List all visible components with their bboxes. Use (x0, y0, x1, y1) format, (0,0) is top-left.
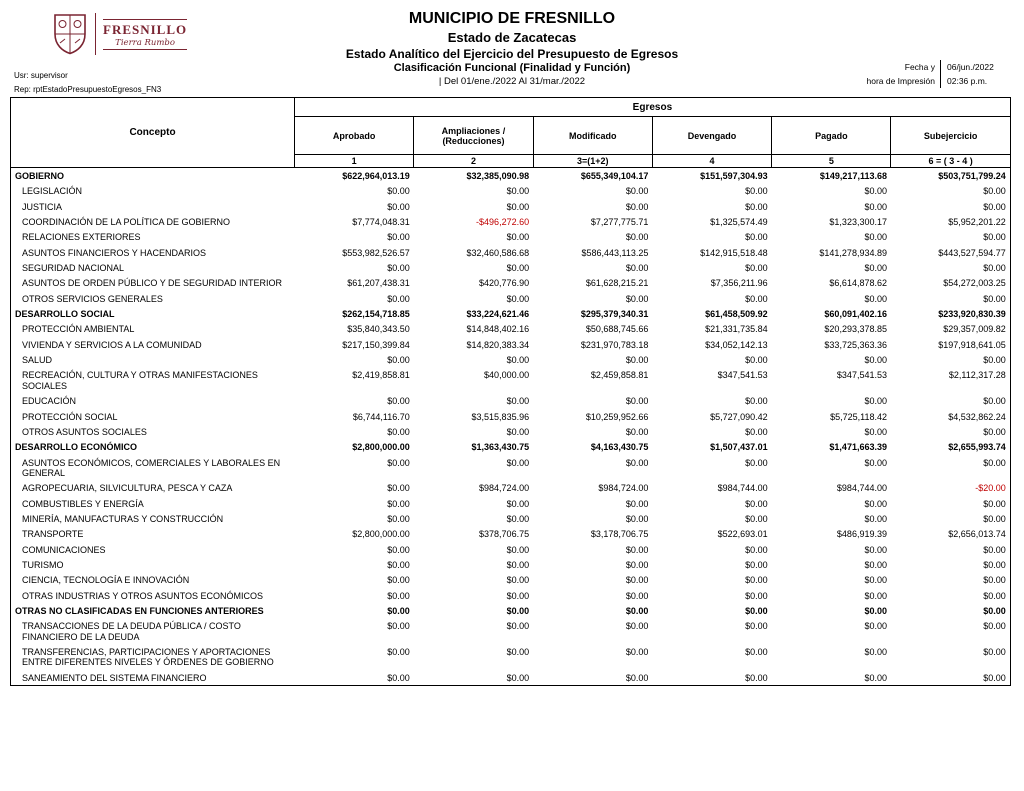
row-label: DESARROLLO SOCIAL (15, 309, 115, 320)
row-value: $141,278,934.89 (819, 247, 887, 258)
row-value: $0.00 (745, 498, 768, 509)
row-value: $0.00 (625, 426, 649, 437)
row-value: $4,532,862.24 (948, 411, 1006, 422)
row-value: $0.00 (864, 559, 887, 570)
row-value: $0.00 (864, 513, 887, 524)
concept-column-header: Concepto (11, 98, 295, 168)
print-time-row (850, 74, 1014, 88)
row-value: $0.00 (387, 672, 410, 683)
row-value: $33,224,621.46 (466, 309, 530, 320)
row-label: RELACIONES EXTERIORES (22, 232, 141, 243)
row-value: $40,000.00 (484, 370, 530, 381)
row-value: -$496,272.60 (476, 217, 530, 228)
row-value: $0.00 (625, 457, 649, 468)
row-value: $0.00 (864, 457, 887, 468)
row-value: $3,515,835.96 (471, 411, 530, 422)
row-value: $0.00 (745, 590, 768, 601)
row-value: $0.00 (387, 201, 410, 212)
row-value: -$20.00 (975, 483, 1006, 494)
row-label: GOBIERNO (15, 171, 65, 181)
row-value: $1,471,663.39 (829, 442, 887, 453)
table-header (11, 98, 1011, 168)
row-value: $0.00 (864, 590, 887, 601)
row-value: $0.00 (745, 605, 768, 616)
table-row (11, 455, 1011, 481)
report-title: Estado Analítico del Ejercicio del Presupuesto de Egresos (345, 47, 679, 61)
row-value: $0.00 (625, 590, 649, 601)
row-value: $0.00 (745, 201, 768, 212)
row-value: $0.00 (506, 457, 530, 468)
row-value: $0.00 (387, 575, 410, 586)
municipality-title: MUNICIPIO DE FRESNILLO (408, 10, 616, 27)
logo-tagline: Tierra Rumbo (103, 38, 187, 50)
row-value: $0.00 (506, 186, 530, 197)
print-datetime (850, 60, 1014, 88)
row-label: COORDINACIÓN DE LA POLÍTICA DE GOBIERNO (22, 217, 231, 228)
row-label: ASUNTOS FINANCIEROS Y HACENDARIOS (22, 247, 207, 258)
row-value: $0.00 (745, 559, 768, 570)
date-label: Fecha y (904, 62, 935, 72)
row-value: $522,693.01 (717, 529, 768, 540)
row-value: $0.00 (387, 263, 410, 274)
row-value: $0.00 (506, 232, 530, 243)
column-number-6: 6 = ( 3 - 4 ) (891, 155, 1010, 168)
row-value: $0.00 (983, 559, 1006, 570)
row-value: $0.00 (506, 263, 530, 274)
row-label: EDUCACIÓN (22, 396, 77, 407)
row-value: $0.00 (983, 605, 1006, 616)
row-value: $984,744.00 (717, 483, 768, 494)
row-value: $347,541.53 (836, 370, 887, 381)
row-value: $32,385,090.98 (466, 171, 530, 181)
row-value: $262,154,718.85 (342, 309, 410, 320)
row-label: OTRAS INDUSTRIAS Y OTROS ASUNTOS ECONÓMICOS (22, 590, 264, 601)
row-value: $21,331,735.84 (705, 324, 768, 335)
row-label: COMUNICACIONES (22, 544, 106, 555)
table-row (11, 644, 1011, 670)
column-number-5: 5 (772, 155, 891, 168)
table-row (11, 393, 1011, 408)
row-value: $0.00 (506, 544, 530, 555)
row-value: $984,724.00 (598, 483, 649, 494)
report-period: | Del 01/ene./2022 Al 31/mar./2022 (438, 76, 586, 87)
row-value: $54,272,003.25 (943, 278, 1006, 289)
user-info (14, 69, 161, 97)
row-value: $2,656,013.74 (948, 529, 1006, 540)
row-value: $0.00 (625, 293, 649, 304)
row-value: $0.00 (625, 647, 649, 657)
table-row (11, 670, 1011, 686)
row-value: $0.00 (387, 498, 410, 509)
row-label: SANEAMIENTO DEL SISTEMA FINANCIERO (22, 672, 207, 683)
column-header-aprobado: Aprobado (295, 117, 414, 155)
row-label: OTROS SERVICIOS GENERALES (22, 293, 163, 304)
table-row (11, 199, 1011, 214)
state-title: Estado de Zacatecas (447, 30, 577, 45)
row-value: $61,207,438.31 (347, 278, 410, 289)
row-value: $61,628,215.21 (585, 278, 649, 289)
table-row (11, 291, 1011, 306)
row-value: $2,419,858.81 (352, 370, 410, 381)
row-value: $0.00 (864, 544, 887, 555)
row-value: $655,349,104.17 (580, 171, 649, 181)
table-row (11, 183, 1011, 198)
row-value: $7,356,211.96 (710, 278, 768, 289)
row-value: $486,919.39 (836, 529, 887, 540)
row-value: $0.00 (983, 498, 1006, 509)
row-value: $0.00 (864, 426, 887, 437)
table-row (11, 572, 1011, 587)
row-value: $2,459,858.81 (590, 370, 649, 381)
row-value: $142,915,518.48 (700, 247, 768, 258)
row-value: $420,776.90 (479, 278, 530, 289)
row-value: $0.00 (625, 621, 649, 632)
row-value: $1,363,430.75 (471, 442, 530, 453)
row-value: $0.00 (745, 293, 768, 304)
row-value: $0.00 (745, 621, 768, 632)
fresnillo-logo (103, 19, 187, 50)
row-value: $151,597,304.93 (700, 171, 768, 181)
table-row (11, 275, 1011, 290)
row-value: $0.00 (983, 232, 1006, 243)
classification-title: Clasificación Funcional (Finalidad y Función) (393, 62, 631, 74)
table-row (11, 337, 1011, 352)
column-number-4: 4 (652, 155, 771, 168)
table-row (11, 618, 1011, 644)
table-row (11, 496, 1011, 511)
row-value: $5,725,118.42 (830, 411, 887, 422)
row-value: $0.00 (983, 621, 1006, 632)
row-label: PROTECCIÓN AMBIENTAL (22, 324, 135, 335)
row-value: $0.00 (387, 544, 410, 555)
row-value: $0.00 (745, 355, 768, 366)
row-value: $0.00 (745, 672, 768, 683)
table-row (11, 260, 1011, 275)
print-date-row (850, 60, 1014, 74)
logo (52, 12, 187, 56)
row-value: $14,848,402.16 (466, 324, 530, 335)
row-value: $20,293,378.85 (824, 324, 887, 335)
row-value: $0.00 (387, 647, 410, 657)
row-value: $0.00 (983, 457, 1006, 468)
row-value: $0.00 (864, 621, 887, 632)
row-value: $0.00 (387, 605, 410, 616)
row-value: $50,688,745.66 (585, 324, 649, 335)
table-row (11, 321, 1011, 336)
row-value: $0.00 (745, 457, 768, 468)
table-row (11, 526, 1011, 541)
row-value: $0.00 (864, 605, 887, 616)
column-number-1: 1 (295, 155, 414, 168)
row-value: $0.00 (387, 559, 410, 570)
column-header-devengado: Devengado (652, 117, 771, 155)
row-label: TURISMO (22, 559, 64, 570)
row-value: $0.00 (745, 232, 768, 243)
table-row (11, 439, 1011, 454)
row-label: ASUNTOS DE ORDEN PÚBLICO Y DE SEGURIDAD INTERIOR (22, 278, 283, 289)
row-value: $7,774,048.31 (352, 217, 410, 228)
table-row (11, 557, 1011, 572)
row-value: $0.00 (864, 672, 887, 683)
time-label: hora de Impresión (866, 76, 935, 86)
row-value: $0.00 (625, 513, 649, 524)
row-value: $35,840,343.50 (347, 324, 410, 335)
row-value: $0.00 (387, 232, 410, 243)
row-value: $1,323,300.17 (829, 217, 887, 228)
row-value: $0.00 (387, 590, 410, 601)
row-value: $197,918,641.05 (938, 339, 1006, 350)
row-value: $5,727,090.42 (710, 411, 768, 422)
row-value: $0.00 (625, 201, 649, 212)
row-value: $0.00 (864, 263, 887, 274)
row-value: $0.00 (745, 426, 768, 437)
column-header-subejercicio: Subejercicio (891, 117, 1010, 155)
row-value: $0.00 (625, 544, 649, 555)
report-id-label: Rep: rptEstadoPresupuestoEgresos_FN3 (14, 85, 162, 94)
row-value: $0.00 (625, 263, 649, 274)
row-value: $0.00 (983, 590, 1006, 601)
row-value: $0.00 (625, 232, 649, 243)
row-value: $33,725,363.36 (824, 339, 887, 350)
row-value: $1,507,437.01 (710, 442, 768, 453)
row-value: $0.00 (506, 575, 530, 586)
row-value: $0.00 (983, 293, 1006, 304)
column-number-2: 2 (414, 155, 533, 168)
row-value: $217,150,399.84 (342, 339, 410, 350)
row-value: $0.00 (864, 232, 887, 243)
row-value: $586,443,113.25 (581, 247, 649, 258)
row-value: $6,744,116.70 (352, 411, 410, 422)
column-header-pagado: Pagado (772, 117, 891, 155)
row-value: $1,325,574.49 (710, 217, 768, 228)
row-value: $0.00 (864, 498, 887, 509)
row-value: $0.00 (745, 575, 768, 586)
row-label: OTRAS NO CLASIFICADAS EN FUNCIONES ANTERIORES (15, 605, 264, 616)
row-label: SALUD (22, 355, 53, 366)
row-value: $503,751,799.24 (938, 171, 1006, 181)
user-label: Usr: supervisor (14, 71, 68, 80)
row-value: $0.00 (625, 355, 649, 366)
row-value: $233,920,830.39 (938, 309, 1006, 320)
row-label: TRANSFERENCIAS, PARTICIPACIONES Y APORTACIONES ENTRE DIFERENTES NIVELES Y ÓRDENES DE GOBIERNO (22, 647, 274, 668)
row-value: $0.00 (506, 672, 530, 683)
row-value: $0.00 (506, 621, 530, 632)
row-value: $7,277,775.71 (590, 217, 649, 228)
row-value: $6,614,878.62 (829, 278, 887, 289)
row-value: $0.00 (983, 263, 1006, 274)
row-value: $0.00 (864, 355, 887, 366)
row-value: $984,744.00 (836, 483, 887, 494)
budget-table (10, 97, 1011, 686)
row-label: TRANSPORTE (22, 529, 84, 540)
table-row (11, 245, 1011, 260)
row-value: $2,800,000.00 (352, 529, 410, 540)
row-value: $0.00 (745, 647, 768, 657)
row-value: $0.00 (506, 513, 530, 524)
row-value: $0.00 (625, 605, 649, 616)
column-number-3: 3=(1+2) (533, 155, 652, 168)
egresos-group-header: Egresos (295, 98, 1011, 117)
row-value: $0.00 (625, 498, 649, 509)
row-value: $0.00 (387, 186, 410, 197)
row-label: COMBUSTIBLES Y ENERGÍA (22, 498, 144, 509)
row-label: SEGURIDAD NACIONAL (22, 263, 125, 274)
row-value: $231,970,783.18 (580, 339, 649, 350)
table-row (11, 229, 1011, 244)
row-value: $0.00 (983, 513, 1006, 524)
row-value: $0.00 (745, 263, 768, 274)
row-label: TRANSACCIONES DE LA DEUDA PÚBLICA / COSTO FINANCIERO DE LA DEUDA (22, 621, 241, 642)
row-value: $149,217,113.68 (819, 171, 887, 181)
row-label: MINERÍA, MANUFACTURAS Y CONSTRUCCIÓN (22, 513, 224, 524)
row-value: $3,178,706.75 (590, 529, 649, 540)
row-value: $0.00 (506, 293, 530, 304)
table-row (11, 352, 1011, 367)
row-label: VIVIENDA Y SERVICIOS A LA COMUNIDAD (22, 339, 202, 350)
table-row (11, 603, 1011, 618)
row-value: $0.00 (864, 396, 887, 407)
row-value: $0.00 (506, 590, 530, 601)
row-value: $0.00 (387, 483, 410, 494)
row-value: $0.00 (625, 672, 649, 683)
row-label: OTROS ASUNTOS SOCIALES (22, 426, 147, 437)
row-value: $984,724.00 (479, 483, 530, 494)
row-value: $0.00 (864, 201, 887, 212)
coat-of-arms-icon (52, 12, 88, 56)
row-value: $0.00 (506, 355, 530, 366)
row-value: $0.00 (506, 426, 530, 437)
row-label: JUSTICIA (22, 201, 63, 212)
row-value: $0.00 (864, 186, 887, 197)
row-value: $2,112,317.28 (948, 370, 1006, 381)
row-value: $2,800,000.00 (352, 442, 410, 453)
row-value: $0.00 (745, 396, 768, 407)
row-value: $0.00 (745, 544, 768, 555)
row-value: $0.00 (983, 426, 1006, 437)
row-value: $0.00 (625, 575, 649, 586)
time-value: 02:36 p.m. (940, 74, 1014, 88)
row-value: $0.00 (506, 605, 530, 616)
row-value: $61,458,509.92 (705, 309, 768, 320)
table-row (11, 480, 1011, 495)
row-label: ASUNTOS ECONÓMICOS, COMERCIALES Y LABORALES EN GENERAL (22, 457, 281, 478)
row-value: $10,259,952.66 (585, 411, 649, 422)
row-value: $0.00 (745, 513, 768, 524)
date-value: 06/jun./2022 (940, 60, 1014, 74)
logo-name: FRESNILLO (103, 19, 187, 38)
table-row (11, 214, 1011, 229)
row-value: $0.00 (983, 396, 1006, 407)
row-value: $32,460,586.68 (466, 247, 530, 258)
row-value: $0.00 (983, 647, 1006, 657)
row-value: $0.00 (387, 355, 410, 366)
row-value: $0.00 (387, 426, 410, 437)
row-value: $347,541.53 (717, 370, 768, 381)
row-value: $0.00 (864, 647, 887, 657)
logo-divider (95, 13, 96, 55)
table-body (11, 168, 1011, 686)
column-header-modificado: Modificado (533, 117, 652, 155)
row-value: $0.00 (387, 293, 410, 304)
row-value: $0.00 (625, 559, 649, 570)
row-value: $0.00 (983, 672, 1006, 683)
row-value: $378,706.75 (479, 529, 530, 540)
row-value: $0.00 (983, 201, 1006, 212)
table-row (11, 542, 1011, 557)
row-label: DESARROLLO ECONÓMICO (15, 442, 138, 453)
row-value: $0.00 (387, 457, 410, 468)
row-value: $0.00 (983, 186, 1006, 197)
row-value: $14,820,383.34 (466, 339, 530, 350)
row-value: $0.00 (625, 186, 649, 197)
row-value: $443,527,594.77 (938, 247, 1006, 258)
row-label: LEGISLACIÓN (22, 186, 83, 197)
table-row (11, 511, 1011, 526)
row-value: $0.00 (387, 621, 410, 632)
row-value: $295,379,340.31 (580, 309, 649, 320)
row-value: $0.00 (506, 201, 530, 212)
row-label: AGROPECUARIA, SILVICULTURA, PESCA Y CAZA (22, 483, 233, 494)
row-value: $60,091,402.16 (824, 309, 887, 320)
row-value: $622,964,013.19 (342, 171, 410, 181)
row-value: $34,052,142.13 (705, 339, 768, 350)
row-value: $4,163,430.75 (590, 442, 649, 453)
table-row (11, 424, 1011, 439)
row-value: $0.00 (387, 396, 410, 407)
table-row (11, 409, 1011, 424)
row-value: $0.00 (506, 396, 530, 407)
row-label: CIENCIA, TECNOLOGÍA E INNOVACIÓN (22, 575, 190, 586)
row-value: $0.00 (506, 559, 530, 570)
row-value: $0.00 (387, 513, 410, 524)
table-row (11, 168, 1011, 184)
row-value: $0.00 (983, 544, 1006, 555)
report-header (0, 0, 1024, 95)
row-value: $553,982,526.57 (342, 247, 410, 258)
row-value: $2,655,993.74 (948, 442, 1006, 453)
row-value: $0.00 (864, 575, 887, 586)
table-row (11, 588, 1011, 603)
row-label: RECREACIÓN, CULTURA Y OTRAS MANIFESTACIONES SOCIALES (22, 370, 258, 391)
table-row (11, 306, 1011, 321)
table-row (11, 367, 1011, 393)
column-header-ampliaciones: Ampliaciones / (Reducciones) (414, 117, 533, 155)
row-value: $0.00 (983, 355, 1006, 366)
row-value: $0.00 (506, 498, 530, 509)
row-value: $0.00 (506, 647, 530, 657)
row-value: $29,357,009.82 (943, 324, 1006, 335)
row-value: $0.00 (625, 396, 649, 407)
row-label: PROTECCIÓN SOCIAL (22, 411, 118, 422)
row-value: $0.00 (864, 293, 887, 304)
row-value: $0.00 (983, 575, 1006, 586)
row-value: $5,952,201.22 (948, 217, 1006, 228)
row-value: $0.00 (745, 186, 768, 197)
